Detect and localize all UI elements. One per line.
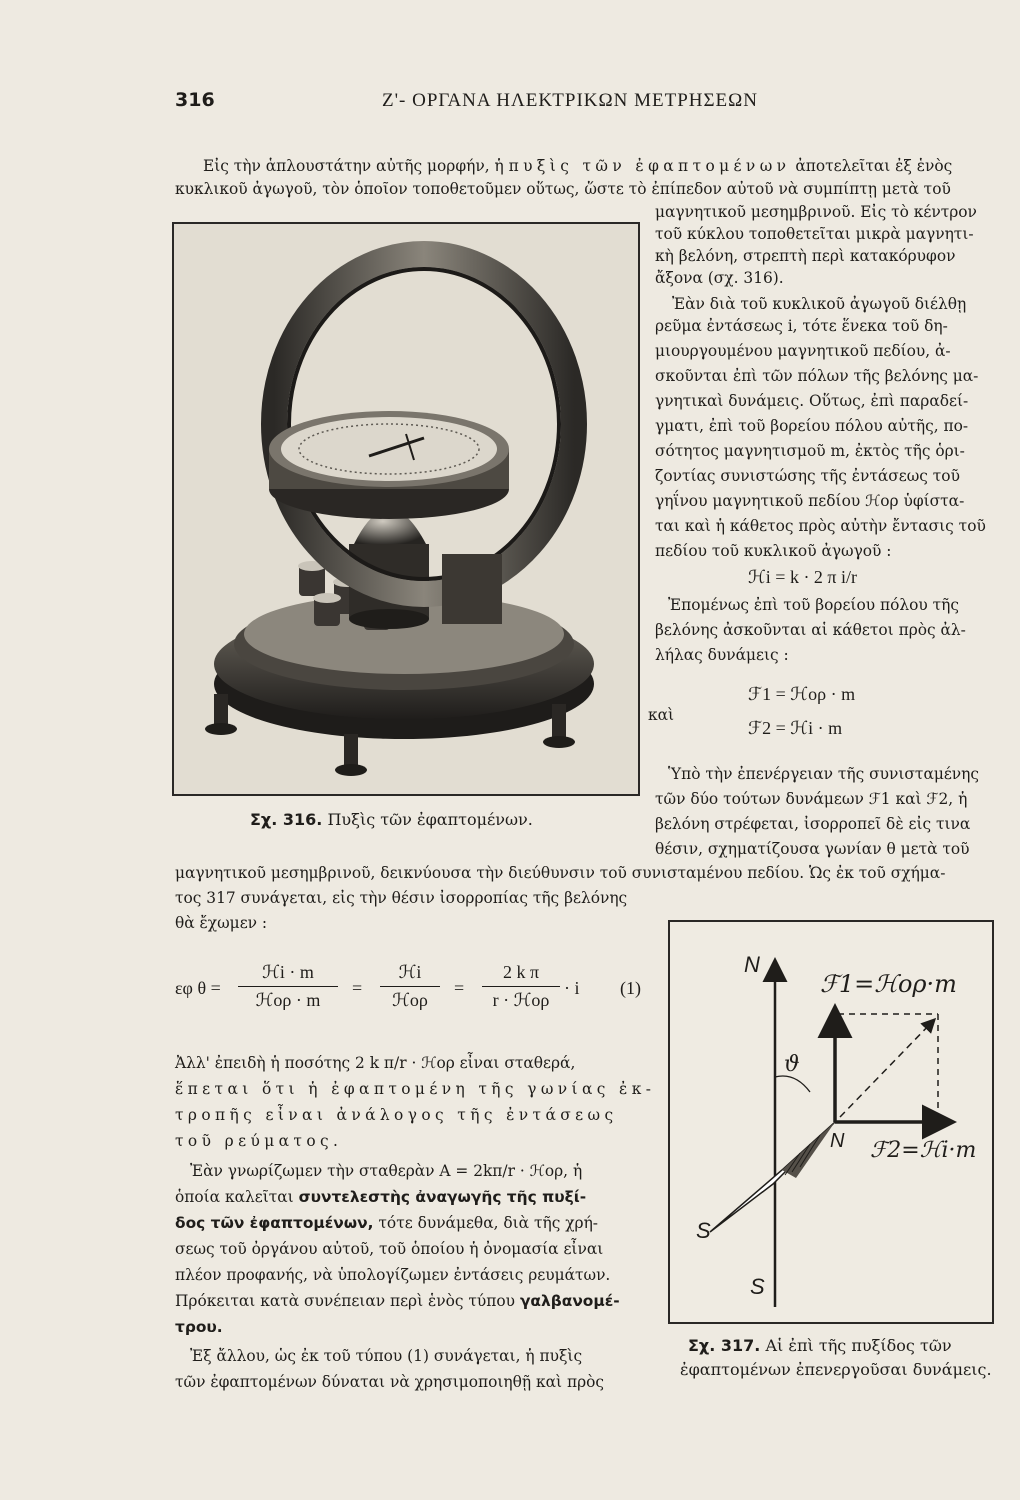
rc1-line: γνητικαὶ δυνάμεις. Οὕτως, ἐπὶ παραδεί- xyxy=(655,392,969,410)
rc1-line: πεδίου τοῦ κυκλικοῦ ἀγωγοῦ : xyxy=(655,542,892,560)
rc1-line: ρεῦμα ἐντάσεως i, τότε ἕνεκα τοῦ δη- xyxy=(655,317,948,335)
eq1-equals: = xyxy=(454,978,465,998)
lower-line: τροπῆς εἶναι ἀνάλογος τῆς ἐντάσεως xyxy=(175,1106,618,1124)
rc2-line: λήλας δυνάμεις : xyxy=(655,646,789,664)
rc1-line: γηΐνου μαγνητικοῦ πεδίου ℋορ ὑφίστα- xyxy=(655,492,965,510)
label-s-bottom: S xyxy=(750,1274,765,1299)
cont-line: μαγνητικοῦ μεσημβρινοῦ, δεικνύουσα τὴν διεύθυνσιν τοῦ συνισταμένου πεδίου. Ὡς ἐκ τοῦ σχήμα- xyxy=(175,864,946,882)
rc1-line: τοῦ κύκλου τοποθετεῖται μικρὰ μαγνητι- xyxy=(655,225,974,243)
lower-line: τῶν ἐφαπτομένων δύναται νὰ χρησιμοποιηθῇ καὶ πρὸς xyxy=(175,1373,605,1391)
rc1-line: σκοῦνται ἐπὶ τῶν πόλων τῆς βελόνης μα- xyxy=(655,367,979,385)
cont-line: τος 317 συνάγεται, εἰς τὴν θέσιν ἰσορροπίας τῆς βελόνης xyxy=(175,889,628,907)
lower-line: δος τῶν ἐφαπτομένων, τότε δυνάμεθα, διὰ τῆς χρή- xyxy=(175,1214,599,1232)
label-s-needle: S xyxy=(696,1218,711,1243)
eq1-equals: = xyxy=(352,978,363,998)
lower-line: τοῦ ρεύματος. xyxy=(175,1132,343,1150)
cont-line: θὰ ἔχωμεν : xyxy=(175,914,268,932)
label-f2: ℱ2=ℋi·m xyxy=(870,1138,977,1163)
lower-line: τρου. xyxy=(175,1318,223,1336)
eq1-lhs: εφ θ = xyxy=(175,978,221,998)
rc1-line: ἄξονα (σχ. 316). xyxy=(655,269,784,287)
rc1-line: γματι, ἐπὶ τοῦ βορείου πόλου αὐτῆς, πο- xyxy=(655,417,969,435)
figure-317-caption-2: ἐφαπτομένων ἐπενεργοῦσαι δυνάμεις. xyxy=(680,1360,992,1379)
rc3-line: τῶν δύο τούτων δυνάμεων ℱ1 καὶ ℱ2, ἡ xyxy=(655,790,968,808)
page-number: 316 xyxy=(175,89,215,111)
eq1-fraction-3: 2 k π r · ℋορ xyxy=(482,962,560,1011)
resultant-line xyxy=(840,1020,934,1117)
lower-line: Πρόκειται κατὰ συνέπειαν περὶ ἑνὸς τύπου γαλβανομέ- xyxy=(175,1292,620,1310)
rc1-line: σότητος μαγνητισμοῦ m, ἐκτὸς τῆς ὁρι- xyxy=(655,442,965,460)
figure-316-caption: Σχ. 316. Πυξὶς τῶν ἐφαπτομένων. xyxy=(250,810,533,829)
term-reduction-factor: συντελεστὴς ἀναγωγῆς τῆς πυξί- xyxy=(298,1188,587,1206)
intro-line-2: κυκλικοῦ ἀγωγοῦ, τὸν ὁποῖον τοποθετοῦμεν οὕτως, ὥστε τὸ ἐπίπεδον αὐτοῦ νὰ συμπίπτῃ μετὰ τοῦ xyxy=(175,180,951,198)
formula-f2: ℱ2 = ℋi · m xyxy=(748,718,843,738)
eq1-tail: · i xyxy=(564,978,580,998)
compass-needle xyxy=(710,1122,835,1232)
rc2-line: βελόνης ἀσκοῦνται αἱ κάθετοι πρὸς ἀλ- xyxy=(655,621,966,639)
label-n-center: N xyxy=(830,1130,845,1152)
lower-line: Ἐὰν γνωρίζωμεν τὴν σταθερὰν Α = 2kπ/r · ℋορ, ἡ xyxy=(190,1162,583,1180)
lower-line: ὁποία καλεῖται συντελεστὴς ἀναγωγῆς τῆς πυξί- xyxy=(175,1188,587,1206)
rc1-line: ζοντίας συνιστώσης τῆς ἐντάσεως τοῦ xyxy=(655,467,960,485)
rc1-line: Ἐὰν διὰ τοῦ κυκλικοῦ ἀγωγοῦ διέλθῃ xyxy=(672,295,967,313)
eq1-fraction-1: ℋi · m ℋορ · m xyxy=(238,962,338,1011)
lower-line: σεως τοῦ ὀργάνου αὐτοῦ, τοῦ ὁποίου ἡ ὀνομασία εἶναι xyxy=(175,1240,604,1258)
kai-word: καὶ xyxy=(648,706,675,724)
eq1-fraction-2: ℋi ℋορ xyxy=(380,962,440,1011)
tangent-galvanometer-illustration xyxy=(174,224,638,794)
term-galvanometer: γαλβανομέ- xyxy=(519,1292,620,1310)
rc1-line: μαγνητικοῦ μεσημβρινοῦ. Εἰς τὸ κέντρον xyxy=(655,203,977,221)
lower-line: ἕπεται ὅτι ἡ ἐφαπτομένη τῆς γωνίας ἐκ- xyxy=(175,1080,656,1098)
intro-line-1: Εἰς τὴν ἁπλουστάτην αὐτῆς μορφήν, ἡ πυξὶς τῶν ἐφαπτομένων ἀποτελεῖται ἐξ ἑνὸς xyxy=(203,157,953,175)
rc3-line: Ὑπὸ τὴν ἐπενέργειαν τῆς συνισταμένης xyxy=(668,765,980,783)
lower-line: Ἀλλ' ἐπειδὴ ἡ ποσότης 2 k π/r · ℋορ εἶναι σταθερά, xyxy=(175,1054,576,1072)
figure-317-frame xyxy=(668,920,994,1324)
term-tangent-compass: πυξὶς τῶν ἐφαπτομένων xyxy=(508,157,791,175)
label-n-top: N xyxy=(744,952,760,977)
rc1-line: κὴ βελόνη, στρεπτὴ περὶ κατακόρυφον xyxy=(655,247,956,265)
rc3-line: βελόνη στρέφεται, ἰσορροπεῖ δὲ εἰς τινα xyxy=(655,815,971,833)
lower-line: Ἐξ ἄλλου, ὡς ἐκ τοῦ τύπου (1) συνάγεται, ἡ πυξὶς xyxy=(190,1347,583,1365)
figure-317-caption: Σχ. 317. Αἱ ἐπὶ τῆς πυξίδος τῶν xyxy=(688,1336,952,1355)
rc1-line: μιουργουμένου μαγνητικοῦ πεδίου, ἀ- xyxy=(655,342,951,360)
label-f1: ℱ1=ℋορ·m xyxy=(820,970,957,998)
eq1-number: (1) xyxy=(620,978,641,998)
running-head: Ζ'- ΟΡΓΑΝΑ ΗΛΕΚΤΡΙΚΩΝ ΜΕΤΡΗΣΕΩΝ xyxy=(382,90,759,111)
figure-316-frame xyxy=(172,222,640,796)
rc3-line: θέσιν, σχηματίζουσα γωνίαν θ μετὰ τοῦ xyxy=(655,840,970,858)
rc2-line: Ἐπομένως ἐπὶ τοῦ βορείου πόλου τῆς xyxy=(668,596,959,614)
formula-f1: ℱ1 = ℋορ · m xyxy=(748,684,856,704)
lower-line: πλέον προφανής, νὰ ὑπολογίζωμεν ἐντάσεις ρευμάτων. xyxy=(175,1266,611,1284)
formula-hi: ℋi = k · 2 π i/r xyxy=(748,567,858,587)
label-theta: ϑ xyxy=(784,1052,800,1077)
rc1-line: ται καὶ ἡ κάθετος πρὸς αὐτὴν ἔντασις τοῦ xyxy=(655,517,986,535)
